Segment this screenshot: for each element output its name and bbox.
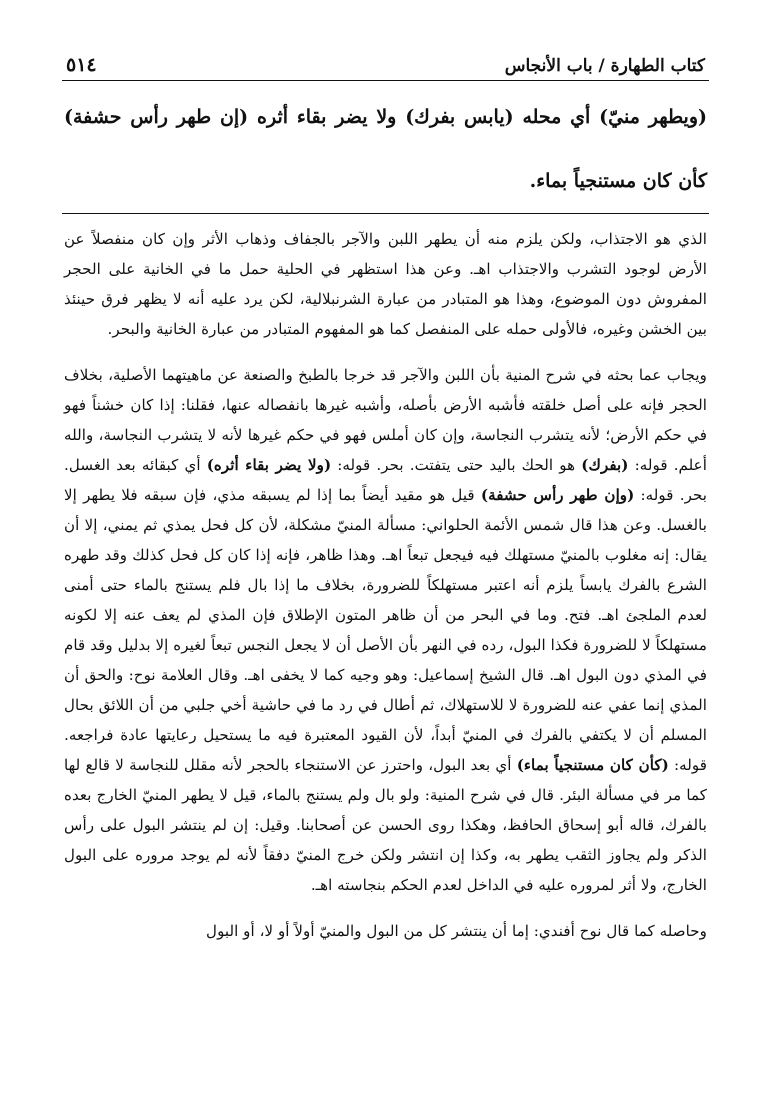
book-title: كتاب الطهارة / باب الأنجاس <box>504 56 705 76</box>
separator-rule <box>62 213 709 214</box>
matn-quote: (ويطهر منيّ) <box>599 106 707 128</box>
running-head <box>62 40 709 81</box>
commentary-segment: قيل هو مقيد أيضاً بما إذا لم يسبقه مذي، فإن سبقه فلا يطهر إلا بالغسل. وعن هذا قال شمس الأئمة الحلواني: مسألة المنيّ مشكلة، لأن كل فحل يمذي ثم يمني، إلا أن يقال: إنه مغلوب بالمنيّ مستهلك فيه فيجعل تبعاً اهـ. وهذا ظاهر، فإنه إذا كان كل فحل كذلك وقد طهره الشرع بالفرك يابساً يلزم أنه اعتبر مستهلكاً للضرورة، بخلاف ما إذا بال فلم يستنج بالماء حتى أمنى لعدم الملجئ اهـ. فتح. وما في البحر من أن ظاهر المتون الإطلاق فإن المذي لم يعف عنه إلا لكونه مستهلكاً لا للضرورة فكذا البول، رده في النهر بأن الأصل أن لا يجعل النجس تبعاً لغيره إلا بدليل وقد قام في المذي دون البول اهـ. قال الشيخ إسماعيل: وهو وجيه كما لا يخفى اهـ. وقال العلامة نوح: والحق أن المذي إنما عفي عنه للضرورة لا للاستهلاك، ثم أطال في رد ما في حاشية أخي جلبي من أن اللائق بحال المسلم أن لا يكتفي بالفرك في المنيّ أبداً، لأن القيود المعتبرة فيه ما يستحيل رعايتها عادة فراجعه. قوله: <box>64 486 708 774</box>
matn-segment: أي محله <box>513 106 600 128</box>
quoted-term: (كأن كان مستنجياً بماء) <box>516 756 669 774</box>
matn-segment: كأن كان مستنجياً بماء. <box>529 170 707 192</box>
quoted-term: (وإن طهر رأس حشفة) <box>480 486 635 504</box>
commentary-segment: ويجاب عما بحثه في شرح المنية بأن اللبن والآجر قد خرجا بالطبخ والصنعة عن ماهيتهما الأصلية، بخلاف الحجر فإنه على أصل خلقته فأشبه الأرض بأصله، وأشبه غيرها بانفصاله عنها، فقلنا: إذا كان خشناً فهو في حكم الأرض؛ لأنه يتشرب النجاسة، وإن كان أملس فهو في حكم غيرها لأنه لا يتشرب النجاسة، والله أعلم. قوله: <box>64 366 707 474</box>
commentary-segment: أي بعد البول، واحترز عن الاستنجاء بالحجر لأنه مقلل للنجاسة لا قالع لها كما مر في مسألة البئر. قال في شرح المنية: ولو بال ولم يستنج بالماء، قيل لا يطهر المنيّ الخارج بعده بالفرك، قاله أبو إسحاق الحافظ، وهكذا روى الحسن عن أصحابنا. وقيل: إن لم ينتشر البول على رأس الذكر ولم يجاوز الثقب يطهر به، وكذا إن انتشر ولكن خرج المنيّ دفقاً لأنه لم يوجد مروره على البول الخارج، ولا أثر لمروره عليه في الداخل لعدم الحكم بنجاسته اهـ. <box>64 756 707 894</box>
commentary-text <box>62 224 709 946</box>
commentary-segment: هو الحك باليد حتى يتفتت. بحر. قوله: <box>331 456 582 474</box>
commentary-paragraph-1: الذي هو الاجتذاب، ولكن يلزم منه أن يطهر اللبن والآجر بالجفاف وذهاب الأثر وإن كان منفصلاً عن الأرض لوجود التشرب والاجتذاب اهـ. وعن هذا استظهر في الحلية حمل ما في الخانية على الحجر المفروش دون الموضوع، وهذا هو المتبادر من عبارة الشرنبلالية، لكن يرد عليه أنه لا يظهر فرق حينئذ بين الخشن وغيره، فالأولى حمله على المنفصل كما هو المفهوم المتبادر من عبارة الخانية والبحر. <box>64 230 707 338</box>
matn-text <box>62 85 709 213</box>
matn-segment: ولا يضر بقاء أثره <box>248 106 406 128</box>
commentary-paragraph-2 <box>64 360 707 900</box>
page-number: ٥١٤ <box>66 54 97 76</box>
quoted-term: (ولا يضر بقاء أثره) <box>206 456 332 474</box>
commentary-paragraph-3: وحاصله كما قال نوح أفندي: إما أن ينتشر كل من البول والمنيّ أولاً أو لا، أو البول <box>206 922 707 940</box>
quoted-term: (بفرك) <box>581 456 629 474</box>
commentary-segment: أي كبقائه بعد الغسل. بحر. قوله: <box>64 456 707 504</box>
matn-quote: (إن طهر رأس حشفة) <box>64 106 249 128</box>
matn-quote: (يابس بفرك) <box>405 106 514 128</box>
